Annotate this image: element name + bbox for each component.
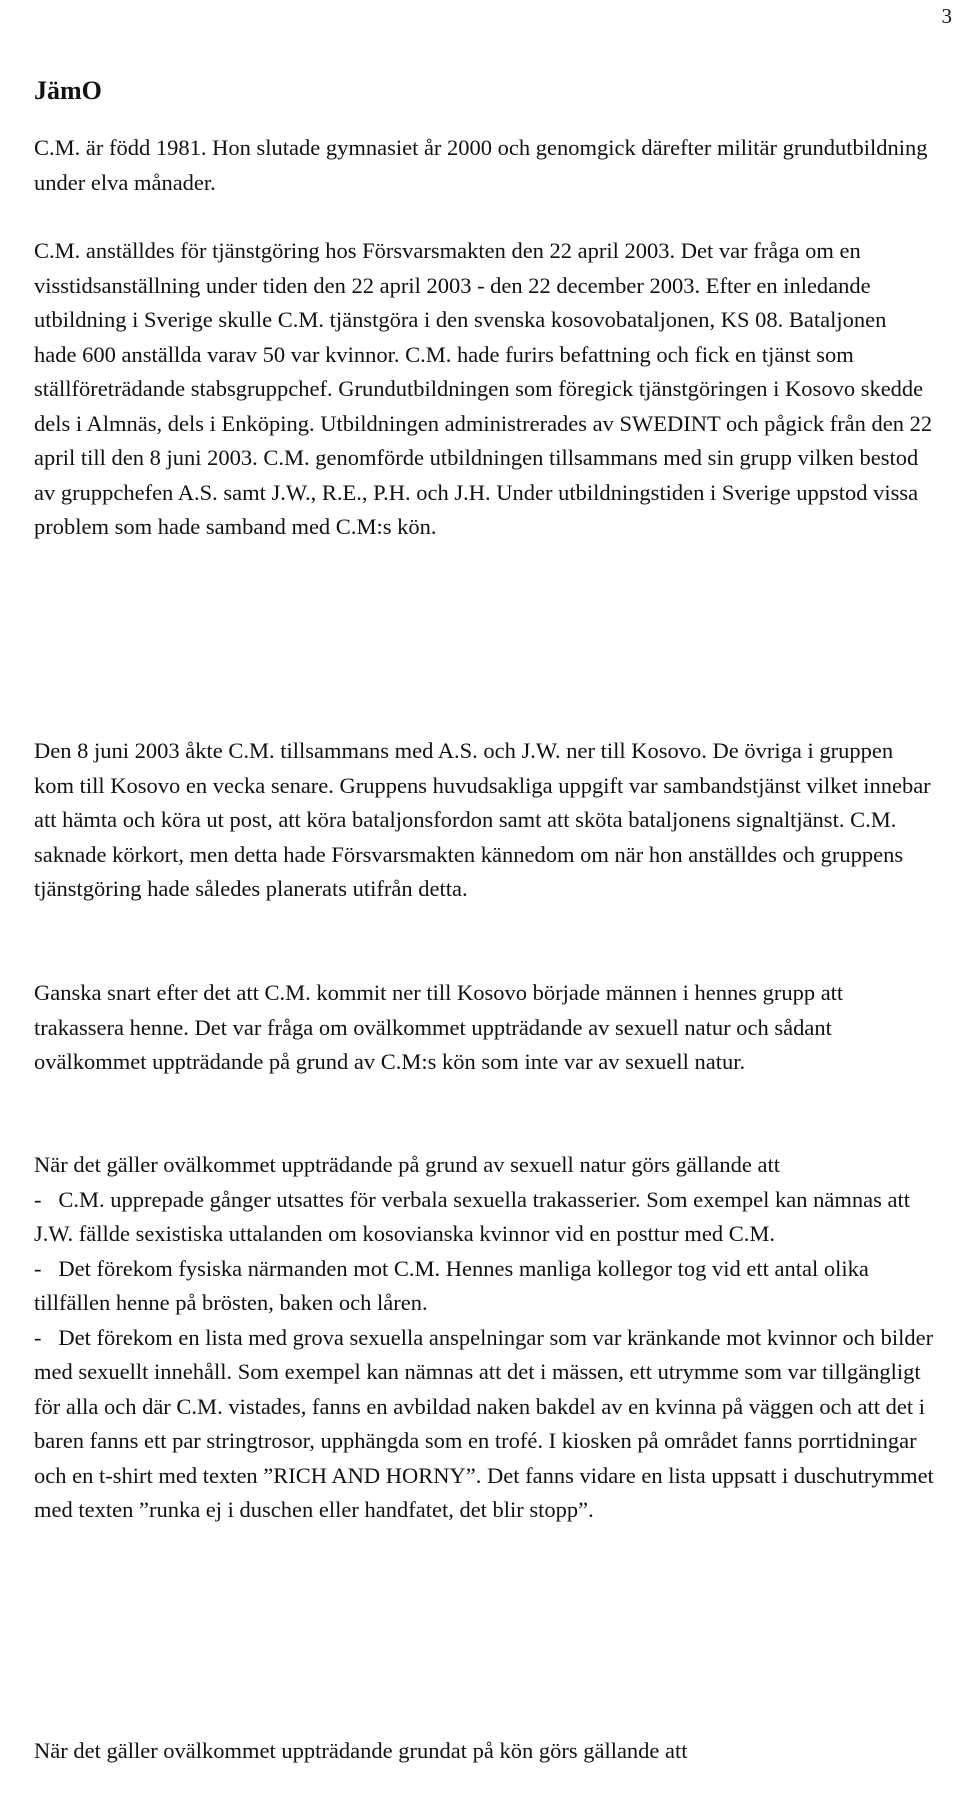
- paragraph-gender-harassment: När det gäller ovälkommet uppträdande grundat på kön görs gällande att: [34, 1738, 688, 1763]
- paragraph-harassment: Ganska snart efter det att C.M. kommit ner till Kosovo började männen i hennes grupp att trakassera henne. Det var fråga om ovälkommet uppträdande av sexuell natur och sådant ovälkommet uppträdande på grund av C.M:s kön som inte var av sexuell natur.: [34, 980, 844, 1074]
- paragraph-birth-education: C.M. är född 1981. Hon slutade gymnasiet år 2000 och genomgick därefter militär grundutbildning under elva månader.: [34, 135, 928, 195]
- paragraph-kosovo-arrival: Den 8 juni 2003 åkte C.M. tillsammans med A.S. och J.W. ner till Kosovo. De övriga i gruppen kom till Kosovo en vecka senare. Gruppens huvudsakliga uppgift var sambandstjänst vilket innebar att hämta och köra ut post, att köra bataljonsfordon samt att sköta bataljonens signaltjänst. C.M. saknade körkort, men detta hade Försvarsmakten kännedom om när hon anställdes och gruppens tjänstgöring hade således planerats utifrån detta.: [34, 738, 931, 901]
- document-heading: JämO: [34, 76, 102, 105]
- paragraph-employment: C.M. anställdes för tjänstgöring hos Försvarsmakten den 22 april 2003. Det var fråga om en visstidsanställning under tiden den 22 april 2003 - den 22 december 2003. Efter en inledande utbildning i Sverige skulle C.M. tjänstgöra i den svenska kosovobataljonen, KS 08. Bataljonen hade 600 anställda varav 50 var kvinnor. C.M. hade furirs befattning och fick en tjänst som ställföreträdande stabsgruppchef. Grundutbildningen som föregick tjänstgöringen i Kosovo skedde dels i Almnäs, dels i Enköping. Utbildningen administrerades av SWEDINT och pågick från den 22 april till den 8 juni 2003. C.M. genomförde utbildningen tillsammans med sin grupp vilken bestod av gruppchefen A.S. samt J.W., R.E., P.H. och J.H. Under utbildningstiden i Sverige uppstod vissa problem som hade samband med C.M:s kön.: [34, 238, 933, 539]
- paragraph-sexual-harassment-list: När det gäller ovälkommet uppträdande på grund av sexuell natur görs gällande att - C.M. upprepade gånger utsattes för verbala sexuella trakasserier. Som exempel kan nämnas att J.W. fällde sexistiska uttalanden om kosovianska kvinnor vid en posttur med C.M. - Det förekom fysiska närmanden mot C.M. Hennes manliga kollegor tog vid ett antal olika tillfällen henne på brösten, baken och låren. - Det förekom en lista med grova sexuella anspelningar som var kränkande mot kvinnor och bilder med sexuellt innehåll. Som exempel kan nämnas att det i mässen, ett utrymme som var tillgängligt för alla och där C.M. vistades, fanns en avbildad naken bakdel av en kvinna på väggen och att det i baren fanns ett par stringtrosor, upphängda som en trofé. I kiosken på området fanns porrtidningar och en t-shirt med texten ”RICH AND HORNY”. Det fanns vidare en lista uppsatt i duschutrymmet med texten ”runka ej i duschen eller handfatet, det blir stopp”.: [34, 1152, 934, 1522]
- page-number: 3: [941, 4, 952, 28]
